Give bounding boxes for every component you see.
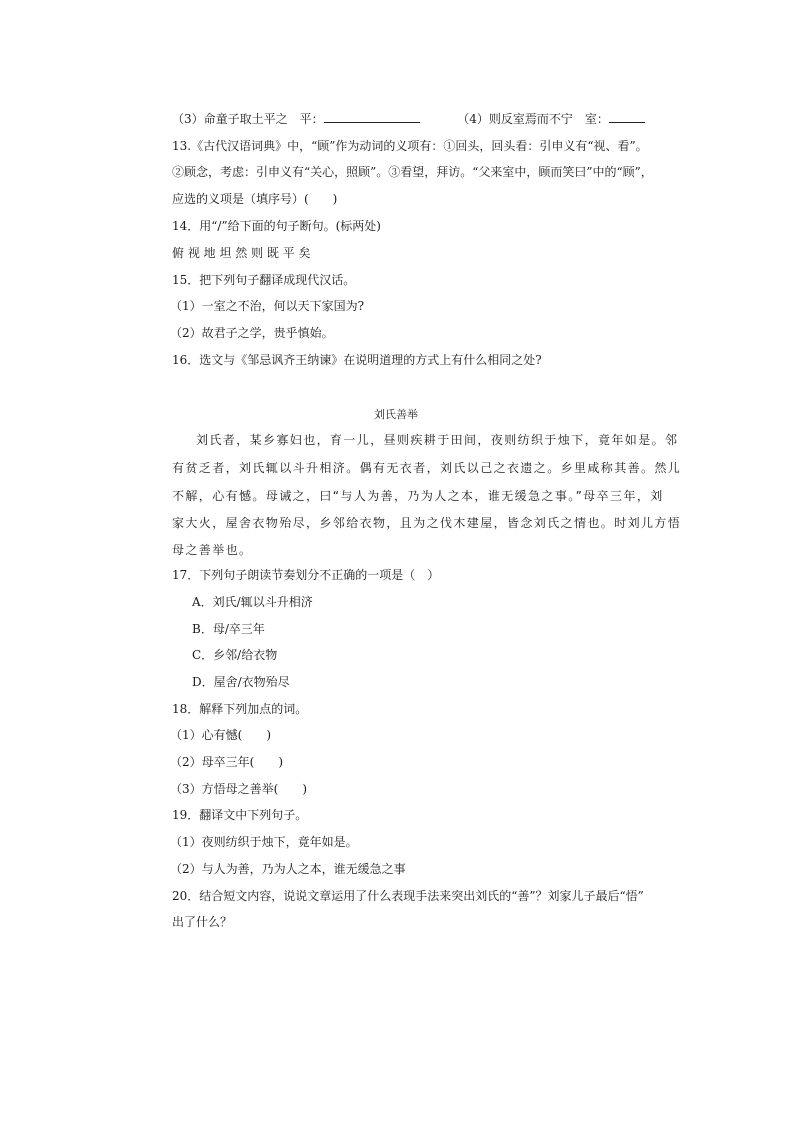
q19-stem: 19．翻译文中下列句子。 (172, 808, 308, 822)
q12-item4-blank[interactable] (609, 110, 645, 123)
passage-line: 不解，心有憾。母诫之，曰“与人为善，乃为人之本，谁无缓急之事。”母卒三年，刘 (172, 489, 664, 503)
q18-item3: （3）方悟母之善举( ) (170, 782, 307, 796)
q17-stem: 17．下列句子朗读节奏划分不正确的一项是（ ） (172, 568, 440, 582)
q19-item2: （2）与人为善，乃为人之本，谁无缓急之事 (170, 862, 406, 876)
q18-item2: （2）母卒三年( ) (170, 755, 283, 769)
q13-line3: 应选的义项是（填序号）( ) (172, 192, 338, 206)
q16-stem: 16．选文与《邹忌讽齐王纳谏》在说明道理的方式上有什么相同之处? (172, 353, 542, 367)
q13-line1: 13.《古代汉语词典》中，“顾”作为动词的义项有：①回头，回头看：引申义有“视、看”。 (172, 139, 648, 153)
q17-option-c: C．乡邻/给衣物 (192, 648, 278, 662)
q13-line2: ②顾念，考虑：引申义有“关心，照顾”。③看望，拜访。“父来室中，顾而笑曰”中的“顾”， (172, 165, 653, 179)
passage-line: 家大火，屋舍衣物殆尽，乡邻给衣物，且为之伐木建屋，皆念刘氏之情也。时刘儿方悟 (172, 516, 682, 530)
q18-stem: 18．解释下列加点的词。 (172, 702, 308, 716)
q18-item1: （1）心有憾( ) (170, 728, 271, 742)
passage-line: 母之善举也。 (172, 543, 253, 557)
passage-title: 刘氏善举 (374, 408, 418, 421)
q12-item3-label: （3）命童子取土平之 平： (172, 112, 324, 126)
q17-option-a: A．刘氏/辄以斗升相济 (192, 595, 313, 609)
q15-item2: （2）故君子之学，贵乎慎始。 (170, 326, 334, 340)
q20-line1: 20．结合短文内容，说说文章运用了什么表现手法来突出刘氏的“善”？刘家儿子最后“悟” (172, 889, 644, 903)
passage-line: 刘氏者，某乡寡妇也，育一儿，昼则疾耕于田间，夜则纺织于烛下，竟年如是。邻 (196, 433, 679, 447)
q17-option-d: D．屋舍/衣物殆尽 (192, 675, 290, 689)
q15-stem: 15．把下列句子翻译成现代汉话。 (172, 273, 356, 287)
q12-item3-blank[interactable] (324, 110, 420, 123)
q20-line2: 出了什么？ (172, 915, 233, 929)
q14-sentence: 俯 视 地 坦 然 则 既 平 矣 (172, 246, 311, 260)
q14-stem: 14．用“/”给下面的句子断句。(标两处) (172, 219, 381, 233)
q12-item4-label: （4）则反室焉而不宁 室： (457, 112, 609, 126)
q17-option-b: B．母/卒三年 (192, 622, 265, 636)
q15-item1: （1）一室之不治，何以天下家国为? (170, 299, 365, 313)
q19-item1: （1）夜则纺织于烛下，竟年如是。 (170, 835, 358, 849)
q12-line (172, 110, 645, 127)
passage-line: 有贫乏者，刘氏辄以斗升相济。偶有无衣者，刘氏以己之衣遗之。乡里咸称其善。然儿 (172, 461, 682, 475)
